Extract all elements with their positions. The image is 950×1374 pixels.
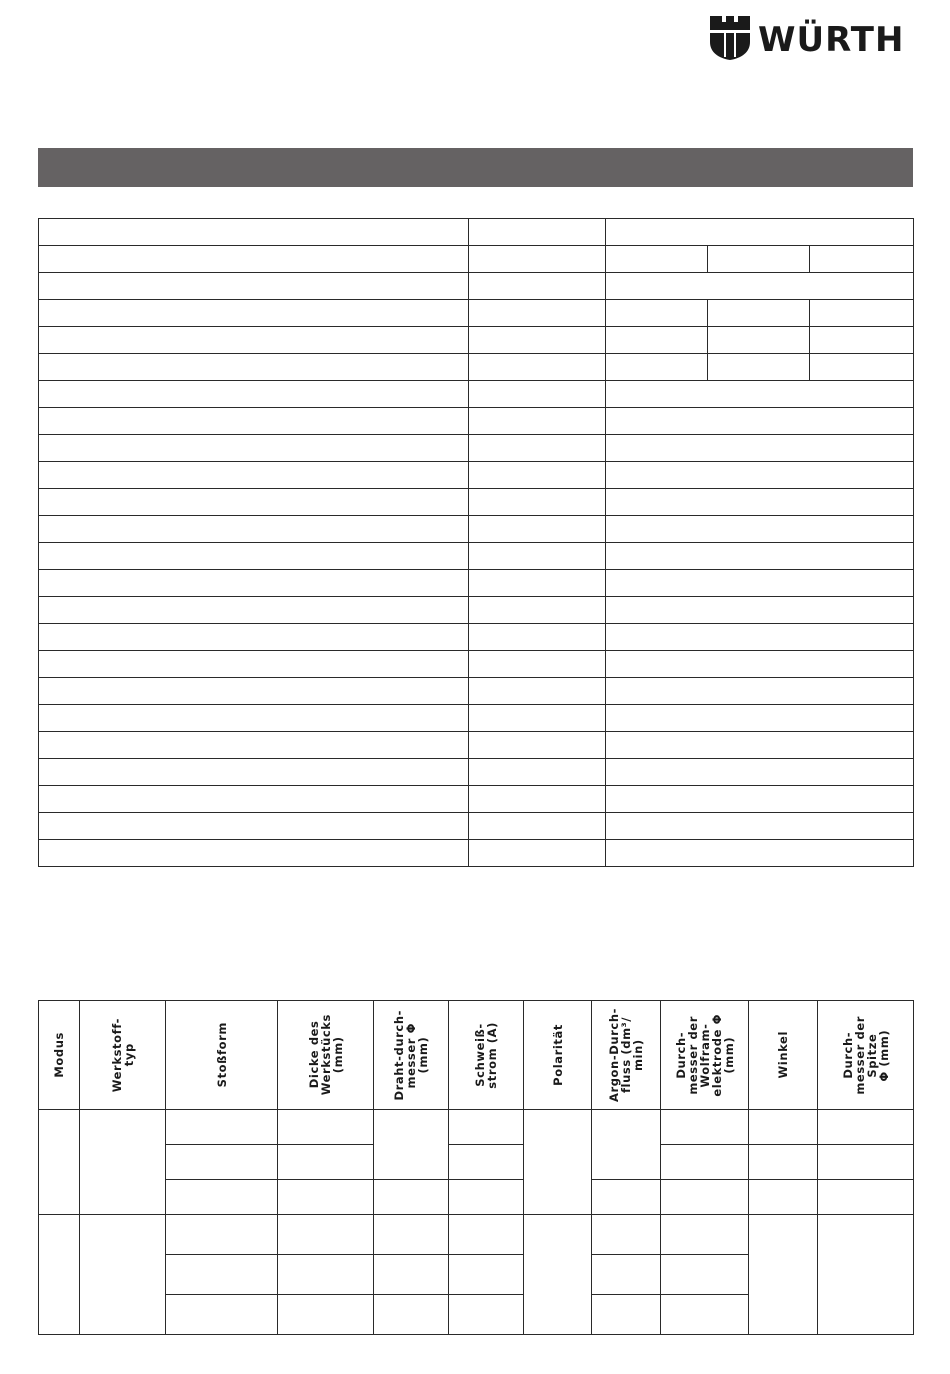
table-cell [818,1180,914,1215]
table-cell [606,354,708,381]
header-winkel: Winkel [749,1001,818,1110]
table-cell [374,1295,449,1335]
table-cell [39,813,469,840]
header-spitzendurchmesser: Durch- messer der Spitze Φ (mm) [818,1001,914,1110]
table-cell [661,1145,749,1180]
table-cell [469,489,606,516]
table-cell [469,570,606,597]
table-cell [278,1255,374,1295]
table-cell [39,408,469,435]
table-cell [469,678,606,705]
table-cell [39,516,469,543]
table-cell [606,678,914,705]
table-cell [39,381,469,408]
table-cell [39,219,469,246]
table-cell [39,327,469,354]
table-cell [469,219,606,246]
table-cell [39,435,469,462]
table-cell [469,273,606,300]
table-row [39,732,914,759]
table-row [39,678,914,705]
table-row [39,759,914,786]
table-cell [39,273,469,300]
table-cell [39,489,469,516]
table-cell [818,1145,914,1180]
table-cell [39,462,469,489]
table-cell [606,786,914,813]
table-cell [39,840,469,867]
table-cell [592,1295,661,1335]
header-werkstofftyp: Werkstoff- typ [80,1001,166,1110]
table-row [39,813,914,840]
table-row [39,840,914,867]
table-cell [39,597,469,624]
table-row [39,543,914,570]
table-cell [39,354,469,381]
table-cell [661,1110,749,1145]
table-cell [449,1110,524,1145]
table-row [39,273,914,300]
table-cell [708,327,810,354]
table-row [39,1110,914,1145]
table-cell [749,1110,818,1145]
table-row [39,597,914,624]
table-cell [469,435,606,462]
table-cell [661,1295,749,1335]
table-cell [606,300,708,327]
table-cell [469,840,606,867]
table-cell [39,1110,80,1215]
table-row [39,489,914,516]
table-cell [469,462,606,489]
table-cell [606,624,914,651]
table-cell [449,1215,524,1255]
table-cell [39,624,469,651]
table-cell [606,516,914,543]
header-drahtdurchmesser: Draht-durch- messer Φ (mm) [374,1001,449,1110]
table-cell [469,246,606,273]
table-row [39,651,914,678]
table-cell [39,651,469,678]
table-cell [469,381,606,408]
table-cell [39,300,469,327]
table-row [39,327,914,354]
table-cell [166,1110,278,1145]
table-cell [469,516,606,543]
table-cell [749,1215,818,1335]
welding-parameters-table [38,1000,914,1335]
table-cell [661,1255,749,1295]
table-row [39,354,914,381]
table-cell [606,489,914,516]
table-cell [374,1255,449,1295]
table-cell [374,1215,449,1255]
table-cell [374,1110,449,1180]
header-polaritaet: Polarität [524,1001,592,1110]
table-cell [374,1180,449,1215]
table-cell [606,597,914,624]
table-row [39,1145,914,1180]
table-cell [80,1215,166,1335]
wurth-logo-wordmark: WÜRTH [758,20,905,60]
table-cell [592,1180,661,1215]
table-cell [278,1215,374,1255]
table-row [39,1180,914,1215]
table-row [39,516,914,543]
table-cell [749,1145,818,1180]
table-cell [708,354,810,381]
table-cell [469,732,606,759]
table-cell [39,705,469,732]
table-cell [524,1110,592,1215]
table-cell [708,246,810,273]
table-cell [39,543,469,570]
table-cell [39,732,469,759]
table-cell [166,1215,278,1255]
table-cell [39,1215,80,1335]
table-cell [469,354,606,381]
table-cell [661,1215,749,1255]
table-cell [80,1110,166,1215]
table-cell [166,1255,278,1295]
table-cell [592,1110,661,1180]
table-row [39,624,914,651]
table-cell [469,705,606,732]
table-cell [818,1110,914,1145]
table-row [39,408,914,435]
table-cell [810,354,914,381]
table-cell [810,327,914,354]
table-cell [592,1215,661,1255]
table-cell [592,1255,661,1295]
table-row [39,381,914,408]
table-cell [606,435,914,462]
table-cell [810,246,914,273]
table-cell [606,570,914,597]
table-cell [469,300,606,327]
table-cell [449,1180,524,1215]
table-row [39,300,914,327]
table-cell [524,1215,592,1335]
section-title-bar [38,148,913,187]
wurth-logo-mark-icon [710,16,750,60]
table-cell [278,1110,374,1145]
table-cell [606,381,914,408]
table-cell [469,759,606,786]
table-cell [39,786,469,813]
table-row [39,246,914,273]
table-cell [166,1145,278,1180]
wurth-logo [710,16,915,62]
header-stossform: Stoßform [166,1001,278,1110]
table-cell [469,624,606,651]
table-cell [606,759,914,786]
table-cell [606,219,914,246]
table-cell [749,1180,818,1215]
header-wolframelektrode: Durch- messer der Wolfram- elektrode Φ (mm) [661,1001,749,1110]
table-cell [449,1295,524,1335]
table-header-row [39,1001,914,1110]
table-row [39,462,914,489]
table-row [39,435,914,462]
table-row [39,786,914,813]
table-cell [469,408,606,435]
table-cell [449,1145,524,1180]
table-cell [469,651,606,678]
header-argon-durchfluss: Argon-Durch- fluss (dm³/ min) [592,1001,661,1110]
table-cell [469,327,606,354]
header-dicke-werkstueck: Dicke des Werkstücks (mm) [278,1001,374,1110]
table-cell [810,300,914,327]
table-row [39,219,914,246]
table-cell [606,705,914,732]
table-cell [39,678,469,705]
table-cell [606,327,708,354]
table-cell [606,273,914,300]
table-cell [166,1180,278,1215]
table-cell [606,813,914,840]
table-cell [606,408,914,435]
table-cell [606,543,914,570]
table-cell [818,1215,914,1335]
table-row [39,1215,914,1255]
table-cell [39,570,469,597]
table-cell [606,651,914,678]
table-cell [166,1295,278,1335]
table-cell [278,1180,374,1215]
table-cell [469,813,606,840]
table-cell [278,1295,374,1335]
table-cell [449,1255,524,1295]
table-cell [606,732,914,759]
table-cell [278,1145,374,1180]
table-cell [606,462,914,489]
table-cell [39,759,469,786]
table-cell [606,246,708,273]
table-row [39,570,914,597]
header-modus: Modus [39,1001,80,1110]
table-cell [39,246,469,273]
table-cell [469,543,606,570]
table-cell [469,786,606,813]
table-cell [661,1180,749,1215]
table-cell [469,597,606,624]
technical-data-table [38,218,914,867]
table-cell [708,300,810,327]
header-schweissstrom: Schweiß- strom (A) [449,1001,524,1110]
table-row [39,705,914,732]
table-cell [606,840,914,867]
